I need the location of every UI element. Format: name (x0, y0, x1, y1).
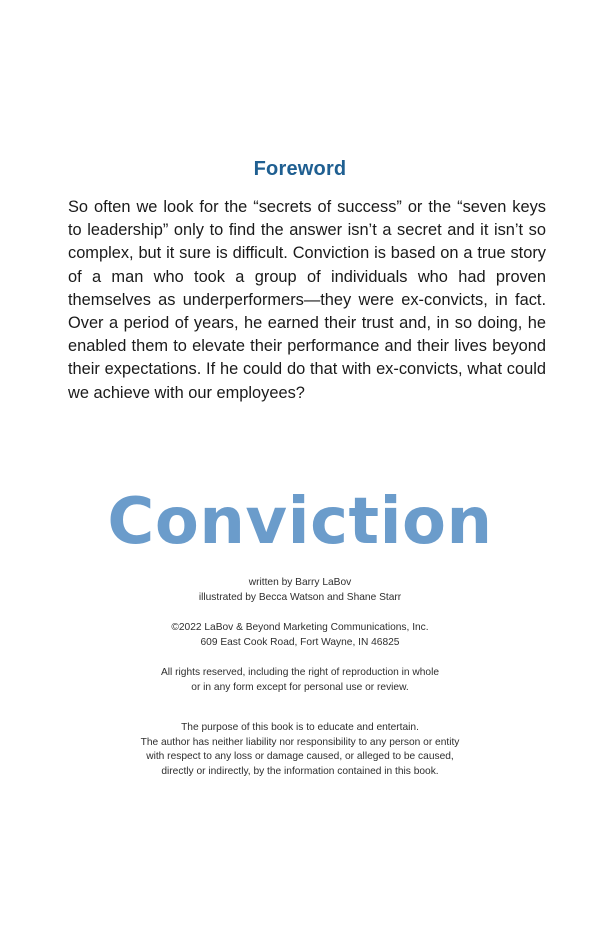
written-by: written by Barry LaBov (248, 577, 352, 588)
rights-line: All rights reserved, including the right of reproduction in whole (160, 667, 440, 678)
disclaimer-line: The author has neither liability nor responsibility to any person or entity (140, 736, 460, 748)
disclaimer (0, 721, 600, 779)
illustrated-by: illustrated by Becca Watson and Shane Starr (198, 591, 402, 603)
publisher-info (0, 621, 600, 650)
rights-notice (0, 666, 600, 695)
foreword-body: So often we look for the “secrets of success” or the “seven keys to leadership” only to find the answer isn’t a secret and it isn’t so complex, but it sure is difficult. Conviction is based on a true story of a man who took a group of individuals who had proven themselves as underperformers—they were ex-convicts, in fact. Over a period of years, he earned their trust and, in so doing, he enabled them to elevate their performance and their lives beyond their expectations. If he could do that with ex-convicts, what could we achieve with our employees? (68, 198, 546, 402)
disclaimer-line: The purpose of this book is to educate and entertain. (181, 722, 419, 733)
copyright-line: ©2022 LaBov & Beyond Marketing Communications, Inc. (171, 622, 429, 633)
rights-line: or in any form except for personal use or review. (191, 681, 409, 693)
author-credits (0, 576, 600, 605)
credits-block (0, 576, 600, 779)
book-title: Conviction (107, 485, 493, 559)
disclaimer-line: with respect to any loss or damage caused, or alleged to be caused, (146, 751, 454, 762)
publisher-address: 609 East Cook Road, Fort Wayne, IN 46825 (200, 636, 400, 648)
foreword-heading: Foreword (253, 158, 347, 180)
disclaimer-line: directly or indirectly, by the information contained in this book. (161, 765, 439, 777)
